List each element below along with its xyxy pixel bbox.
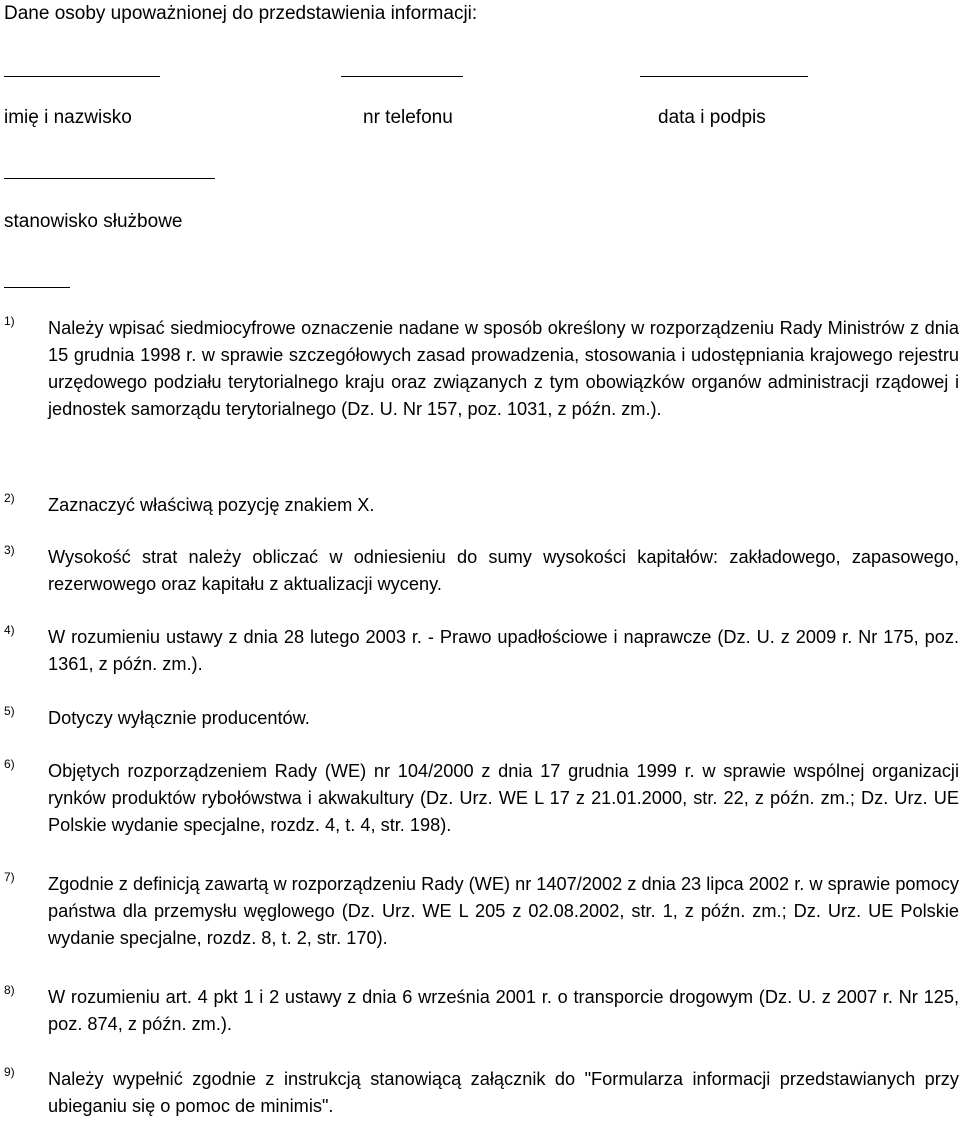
footnote-mark: 2) xyxy=(4,491,15,505)
footnote-mark: 7) xyxy=(4,870,15,884)
name-fill-line[interactable] xyxy=(4,76,160,77)
footnote-text: Zgodnie z definicją zawartą w rozporządzeniu Rady (WE) nr 1407/2002 z dnia 23 lipca 2002 r. w sprawie pomocy państwa dla przemysłu węglowego (Dz. Urz. WE L 205 z 02.08.2002, str. 1, z późn. zm.; Dz. Urz. UE Polskie wydanie specjalne, rozdz. 8, t. 2, str. 170). xyxy=(48,874,959,948)
footnote-mark: 1) xyxy=(4,314,15,328)
footnote-text: Należy wpisać siedmiocyfrowe oznaczenie nadane w sposób określony w rozporządzeniu Rady Ministrów z dnia 15 grudnia 1998 r. w sprawie szczegółowych zasad prowadzenia, stosowania i udostępniania krajowego rejestru urzędowego podziału terytorialnego kraju oraz związanych z tym obowiązków organów administracji rządowej i jednostek samorządu terytorialnego (Dz. U. Nr 157, poz. 1031, z późn. zm.). xyxy=(48,318,959,419)
footnote-text: Zaznaczyć właściwą pozycję znakiem X. xyxy=(48,495,375,515)
name-label: imię i nazwisko xyxy=(4,107,132,128)
footnote-text: Wysokość strat należy obliczać w odniesieniu do sumy wysokości kapitałów: zakładowego, zapasowego, rezerwowego oraz kapitału z aktualizacji wyceny. xyxy=(48,547,959,594)
footnote-text: W rozumieniu ustawy z dnia 28 lutego 2003 r. - Prawo upadłościowe i naprawcze (Dz. U. z 2009 r. Nr 175, poz. 1361, z późn. zm.). xyxy=(48,627,959,674)
footnote-mark: 8) xyxy=(4,983,15,997)
footnote-mark: 5) xyxy=(4,704,15,718)
date-signature-label: data i podpis xyxy=(658,107,766,128)
footnote-separator xyxy=(4,287,70,288)
footnote-text: Objętych rozporządzeniem Rady (WE) nr 104/2000 z dnia 17 grudnia 1999 r. w sprawie wspólnej organizacji rynków produktów rybołówstwa i akwakultury (Dz. Urz. WE L 17 z 21.01.2000, str. 22, z późn. zm.; Dz. Urz. UE Polskie wydanie specjalne, rozdz. 4, t. 4, str. 198). xyxy=(48,761,959,835)
footnote-mark: 4) xyxy=(4,623,15,637)
phone-label: nr telefonu xyxy=(363,107,453,128)
footnote-mark: 6) xyxy=(4,757,15,771)
phone-fill-line[interactable] xyxy=(341,76,463,77)
position-fill-line[interactable] xyxy=(4,178,215,179)
footnote-mark: 9) xyxy=(4,1065,15,1079)
footnote-text: Należy wypełnić zgodnie z instrukcją stanowiącą załącznik do "Formularza informacji przedstawianych przy ubieganiu się o pomoc de minimis". xyxy=(48,1069,959,1116)
date-signature-fill-line[interactable] xyxy=(640,76,808,77)
footnote-text: W rozumieniu art. 4 pkt 1 i 2 ustawy z dnia 6 września 2001 r. o transporcie drogowym (Dz. U. z 2007 r. Nr 125, poz. 874, z późn. zm.). xyxy=(48,987,959,1034)
footnote-text: Dotyczy wyłącznie producentów. xyxy=(48,708,310,728)
section-heading: Dane osoby upoważnionej do przedstawienia informacji: xyxy=(4,3,478,24)
footnote-mark: 3) xyxy=(4,543,15,557)
position-label: stanowisko służbowe xyxy=(4,211,183,232)
